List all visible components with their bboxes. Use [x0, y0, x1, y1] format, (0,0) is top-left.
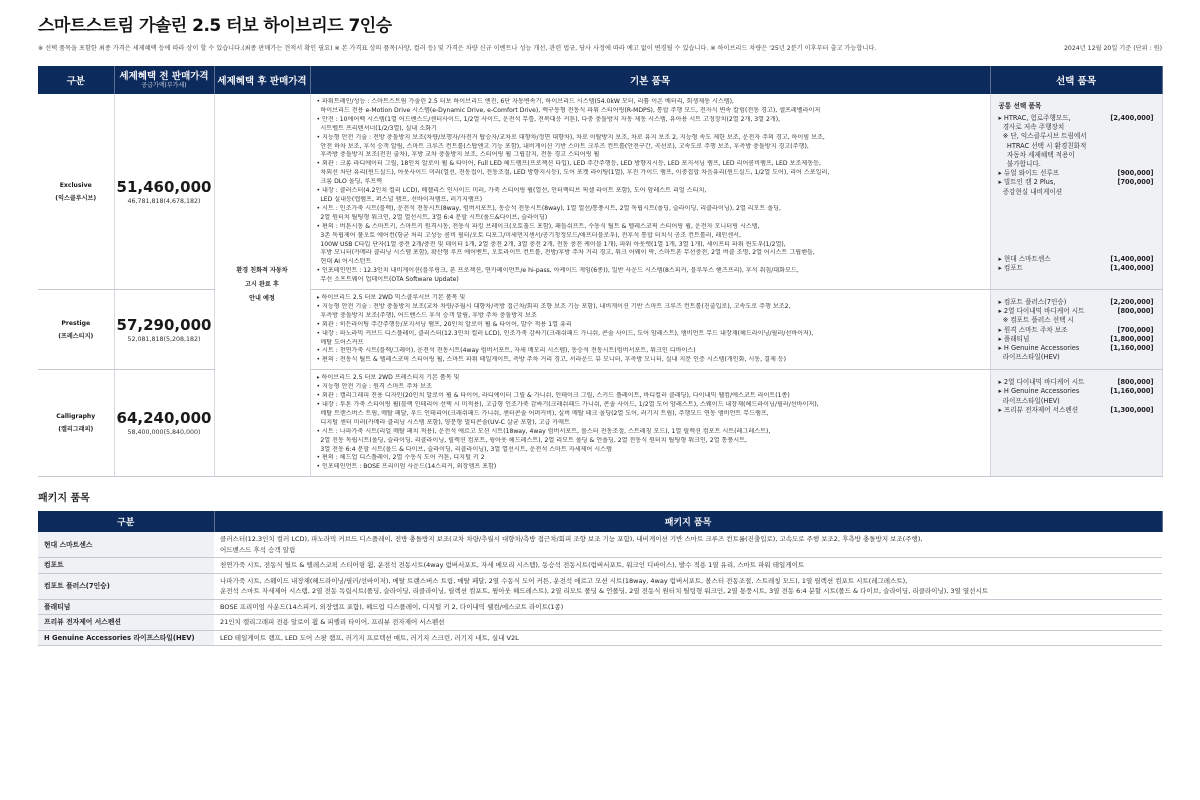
basic-item-line: LED 실내등(맵램프, 퍼스널 램프, 선바이저램프, 러기지램프) — [316, 195, 483, 203]
package-row — [38, 599, 1162, 615]
basic-item-line: • 내장 : 투톤 가죽 스티어링 휠(블랙 인테리어 선택 시 미적용), 고급형 인조가죽 감싸기(크래쉬패드 가니쉬, 콘솔 사이드, 1/2열 도어 암레스트), 스웨이드 내장재(헤드라이닝/필러/선바이저), — [316, 401, 819, 408]
option-name: 경사로 저속 주행장치 — [998, 123, 1065, 132]
package-table — [38, 511, 1163, 646]
option-name: ▸ H Genuine Accessories — [998, 344, 1080, 353]
basic-item-line: • 지능형 안전 기술 : 원격 스마트 주차 보조 — [316, 383, 432, 391]
trim-name-en: Exclusive — [59, 181, 92, 189]
package-desc-line: 21인치 캘리그래피 전용 알로이 휠 & 피렐리 타이어, 프리뷰 전자제어 서스펜션 — [220, 618, 445, 627]
option-name: ▸ 듀얼 와이드 선루프 — [998, 169, 1060, 178]
package-desc-line: 어드밴스드 후석 승객 알림 — [220, 545, 296, 554]
option-name: ▸ 컴포트 — [998, 264, 1024, 273]
option-name: ▸ H Genuine Accessories — [998, 387, 1080, 396]
package-desc-line: 나파가죽 시트, 스웨이드 내장재(헤드라이닝/필러/선바이저), 메탈 트랜스버스 트림, 메탈 페달, 2열 수동식 도어 커튼, 운전석 에르고 모션 시트(18way, 4way 럼버서포트, 볼스터 전동조절, 스트레칭 모드), 1열 릴렉션 컴포트 시트(레그레스트), — [220, 576, 908, 585]
option-price: [1,400,000] — [1110, 264, 1154, 273]
package-name: 컴포트 플러스(7인승) — [38, 573, 214, 599]
option-price: [700,000] — [1117, 178, 1154, 187]
basic-item-line: • 편의 : 버튼시동 & 스마트키, 스마트키 원격시동, 전동식 파킹 브레이크(오토홀드 포함), 패들쉬프트, 수동식 틸트 & 텔레스코픽 스티어링 휠, 운전자 모니터링 시스템, — [316, 222, 760, 230]
option-price: [1,800,000] — [1110, 334, 1154, 343]
basic-item-line: ▸ 하이브리드 2.5 터보 2WD 익스클루시브 기본 품목 및 — [316, 294, 466, 302]
option-price: [900,000] — [1117, 169, 1154, 178]
option-name: HTRAC 선택 시 환경친화적 — [998, 141, 1087, 150]
package-desc-line: BOSE 프리미엄 사운드(14스피커, 외장앰프 포함), 헤드업 디스플레이, 디지털 키 2, 다이내믹 웰컴/에스코트 라이트(1종) — [220, 602, 564, 611]
page-title: 스마트스트림 가솔린 2.5 터보 하이브리드 7인승 — [38, 16, 392, 36]
package-name: 프리뷰 전자제어 서스펜션 — [38, 615, 214, 631]
basic-item-line: 디지털 센터 미러(카메라 클리닝 시스템 포함), 양문형 멀티콘솔(UV-C 살균 포함), 고급 카매트 — [316, 418, 570, 426]
option-name: 불가합니다. — [998, 160, 1041, 169]
option-name: ▸ 컴포트 플러스(7인승) — [998, 298, 1067, 307]
option-item — [999, 114, 1154, 123]
option-name: ▸ 2열 다이내믹 바디케어 시트 — [998, 307, 1085, 316]
package-desc-cell — [214, 630, 1162, 646]
package-table-header — [38, 511, 1162, 532]
package-name: 컴포트 — [38, 558, 214, 574]
option-name: ▸ 현대 스마트센스 — [998, 254, 1051, 263]
supply-price: 46,781,818(4,678,182) — [127, 197, 201, 205]
basic-item-line: • 지능형 안전 기술 : 전방 충돌방지 보조(차량/보행자/자전거 탑승자/교차로 대향차/정면 대향차), 차로 이탈방지 보조, 차로 유지 보조 2, 지능형 속도 제한 보조, 운전자 주의 경고, 하이빔 보조, — [316, 133, 825, 141]
price-sheet — [38, 14, 1162, 646]
basic-item-line: ▸ 하이브리드 2.5 터보 2WD 프레스티지 기본 품목 및 — [316, 374, 460, 382]
option-name: ※ 단, 익스클루시브 트림에서 — [998, 132, 1087, 141]
disclaimer-note: ※ 선택 품목을 포함한 최종 가격은 세제혜택 등에 따라 상이 할 수 있습니다.(최종 판매가는 견적서 확인 필요) ※ 본 가격표 상의 품목(사양, 컬러 등) 및 가격은 차량 신규 이벤트나 성능 개선, 관련 법규, 당사 사정에 따라 예고 없이 변경될 수 있습니다. ※ 하이브리드 차량은 '25년 2분기 이후부터 출고 가능합니다. — [38, 45, 877, 52]
basic-item-line: • 외관 : 히든라이팅 주간주행등/포지셔닝 램프, 20인치 알로이 휠 & 타이어, 발수 적용 1열 유리 — [316, 320, 572, 328]
basic-item-line: 무선 소프트웨어 업데이트(OTA Software Update) — [316, 276, 459, 284]
option-item — [999, 378, 1154, 387]
supply-price: 52,081,818(5,208,182) — [127, 335, 201, 343]
package-desc-cell — [214, 599, 1162, 615]
package-section-title: 패키지 품목 — [38, 493, 90, 505]
basic-items-cell — [310, 290, 990, 370]
option-price: [1,160,000] — [1110, 344, 1154, 353]
option-item — [999, 255, 1154, 264]
option-price: [1,300,000] — [1110, 405, 1154, 414]
basic-item-line: • 지능형 안전 기술 : 전방 충돌방지 보조(교차 차량/추월시 대향차/측방 접근차/회피 조향 보조 기능 포함), 내비게이션 기반 스마트 크루즈 컨트롤(진출입로), 고속도로 주행 보조2, — [316, 302, 791, 310]
trim-row — [38, 370, 1162, 477]
package-row — [38, 532, 1162, 558]
basic-item-line: 안전 하차 보조, 후석 승객 알림, 스마트 크루즈 컨트롤(스탑앤고 기능 포함), 내비게이션 기반 스마트 크루즈 컨트롤(안전구간, 곡선로), 고속도로 주행 보조, 후측방 충돌방지 경고(주행), — [316, 142, 809, 150]
basic-item-line: • 파워트레인/성능 : 스마트스트림 가솔린 2.5 터보 하이브리드 엔진, 6단 자동변속기, 하이브리드 시스템(54.0kW 모터, 리튬 이온 배터리, 회생제동 시스템), — [316, 98, 734, 105]
trim-name-en: Calligraphy — [56, 413, 96, 421]
basic-item-line: 100W USB C타입 단자(1열 충전 2개/충전 및 데이터 1개, 2열 충전 2개, 3열 충전 2개, 전동 충전 케이블 1개), 파워 아웃렛(1열 1개, 3열 1개), 세이프티 파워 윈도우(1/2열), — [316, 240, 786, 248]
option-item — [999, 160, 1154, 169]
option-group — [999, 102, 1154, 197]
basic-item-line: 하이브리드 전용 e-Motion Drive 시스템(e-Dynamic Drive, e-Comfort Drive), 랙구동형 전동식 파워 스티어링(R-MDPS), 통합 주행 모드, 전자식 변속 칼럼(전동 경고), 셀프레벨라이저 — [316, 106, 821, 114]
option-item — [999, 264, 1154, 273]
option-item — [999, 298, 1154, 307]
basic-item-line: 2열 전동 독립시트(폴딩, 슬라이딩, 리클라이닝, 릴렉션 컴포트, 윙아웃 헤드레스트), 2열 리모트 폴딩 & 언폴딩, 2열 전동식 원터치 틸팅형 워크인, 2열 통풍시트, — [316, 436, 747, 444]
basic-item-line: • 편의 : 전동식 틸트 & 텔레스코픽 스티어링 휠, 스마트 파워 테일게이트, 측방 주차 거리 경고, 서라운드 뷰 모니터, 후측방 모니터, 실내 지문 인증 시스템(개인화, 시동, 결제 등) — [316, 356, 787, 364]
option-items-cell — [990, 370, 1162, 477]
basic-item-line: • 내장 : 파노라믹 커브드 디스플레이, 클러스터(12.3인치 컬러 LCD), 인조가죽 감싸기(크래쉬패드 가니쉬, 콘솔 사이드, 도어 암레스트), 앰비언트 무드 내장재(헤드라이닝/필러/선바이저), — [316, 329, 814, 337]
price-before-cell — [114, 94, 214, 290]
option-item — [999, 344, 1154, 353]
price-before: 57,290,000 — [116, 315, 212, 334]
package-desc-cell — [214, 558, 1162, 574]
option-price: [2,400,000] — [1110, 114, 1154, 122]
trim-name-kr: (프레스티지) — [58, 332, 94, 340]
package-desc-cell — [214, 573, 1162, 599]
option-name: ▸ 프리뷰 전자제어 서스펜션 — [998, 405, 1079, 414]
basic-item-line: • 안전 : 10에어백 시스템(1열 어드밴스드/센터사이드, 1/2열 사이드, 운전석 무릎, 전복대응 커튼), 다중 충돌방지 자동 제동 시스템, 유아용 시트 고정장치(2열 2개, 3열 2개), — [316, 115, 781, 123]
option-items-cell — [990, 290, 1162, 370]
basic-item-line: • 시트 : 인조가죽 시트(블랙), 운전석 전동시트(8way, 럼버서포트), 동승석 전동시트(8way), 1열 열선/통풍시트, 2열 독립시트(폴딩, 슬라이딩, 리클라이닝), 2열 리모트 폴딩, — [316, 204, 781, 212]
header-trim: 구분 — [38, 66, 114, 94]
package-desc-line: LED 테일게이트 램프, LED 도어 스팟 램프, 러기지 프로텍션 매트, 러기지 스크린, 러기지 네트, 실내 V2L — [220, 633, 519, 642]
option-name: ▸ HTRAC, 험로주행모드, — [998, 114, 1071, 122]
basic-item-line: 2열 원터치 틸팅형 워크인, 2열 열선시트, 3열 6:4 분할 시트(폴드&다이브, 슬라이딩) — [316, 213, 548, 221]
basic-item-line: 후측방 충돌방지 보조(전진 출차), 후방 교차 충돌방지 보조, 스티어링 휠 그립감지, 전동 경고 스티어링 휠 — [316, 151, 600, 159]
basic-item-line: 메탈 도어스커프 — [316, 338, 364, 346]
basic-item-line: 크롬 DLO 몰딩, 루프랙 — [316, 178, 382, 186]
package-desc-cell — [214, 615, 1162, 631]
trim-name-cell — [38, 94, 114, 290]
header-price-before — [114, 66, 214, 94]
trim-name-kr: (익스클루시브) — [55, 194, 97, 202]
option-group — [999, 378, 1154, 415]
package-name: 현대 스마트센스 — [38, 532, 214, 558]
basic-item-line: • 외관 : 크롬 라디에이터 그릴, 18인치 알로이 휠 & 타이어, Full LED 헤드램프(프로젝션 타입), LED 주간주행등, LED 방향지시등, LED 포지셔닝 램프, LED 리어콤비램프, LED 보조제동등, — [316, 160, 821, 168]
option-item — [999, 335, 1154, 344]
option-name: 증강현실 내비게이션 — [998, 187, 1063, 196]
trim-row — [38, 94, 1162, 290]
package-desc-line: 운전석 스마트 자세제어 시스템, 2열 전동 독립시트(폴딩, 슬라이딩, 리클라이닝, 릴렉션 컴포트, 윙아웃 헤드레스트), 2열 리모트 폴딩 & 언폴딩, 2열 전동식 원터치 틸팅형 워크인, 2열 통풍시트, 3열 전동 6:4 분할 시트(폴드 & 다이브, 슬라이딩, 리클라이닝), 3열 열선시트 — [220, 587, 989, 596]
package-row — [38, 630, 1162, 646]
basic-item-line: 차외선 차단 유리(윈드실드), 아웃사이드 미러(열선, 전동접이, 전동조절, LED 방향지시등), 도어 포켓 라이팅(1열), 후진 가이드 램프, 이중접합 차음유리(윈드실드, 1/2열 도어), 리어 스포일러, — [316, 169, 830, 177]
option-item — [999, 132, 1154, 141]
package-row — [38, 615, 1162, 631]
package-header-name: 구분 — [38, 511, 214, 532]
trim-name-en: Prestige — [61, 319, 91, 327]
basic-item-line: • 인포테인먼트 : BOSE 프리미엄 사운드(14스피커, 외장앰프 포함) — [316, 463, 497, 471]
price-after-note-line: 환경 친화적 자동차 — [236, 267, 288, 275]
package-desc-cell — [214, 532, 1162, 558]
basic-item-line: • 인포테인먼트 : 12.3인치 내비게이션(블루링크, 폰 프로젝션, 연카페이먼트/e hi-pass, 아케이드 게임(6종)), 일반 사운드 시스템(8스피커, 블루투스 핸즈프리), 후석 취침/대화모드, — [316, 267, 799, 275]
price-after-note-line: 고시 완료 후 — [245, 281, 279, 289]
price-before: 64,240,000 — [116, 409, 212, 428]
option-price: [2,200,000] — [1110, 298, 1154, 307]
date-unit-note: 2024년 12월 20일 기준 (단위 : 원) — [1063, 45, 1162, 52]
option-price: [1,400,000] — [1110, 254, 1154, 263]
option-item — [999, 387, 1154, 396]
header-price-after: 세제혜택 후 판매가격 — [214, 66, 310, 94]
basic-item-line: • 편의 : 헤드업 디스플레이, 2열 수동식 도어 커튼, 디지털 키 2 — [316, 454, 485, 462]
basic-item-line: 메탈 트랜스버스 트림, 메탈 페달, 우드 인테리어(크래쉬패드 가니쉬, 센터콘솔 어퍼커버), 실버 메탈 테크 몰딩(2열 도어, 러기지 트림), 주행모드 연동 앰비언트 무드램프, — [316, 409, 769, 417]
option-price: [800,000] — [1117, 307, 1154, 316]
option-item — [999, 188, 1154, 197]
basic-item-line: 3존 독립제어 풀오토 에어컨(항균 처리 고성능 콤비 필터/오토 디포그/미세먼지센서/공기청정모드/애프터블로우), 전후석 통합 터치식 공조 컨트롤러, 레인센서, — [316, 231, 742, 239]
option-name: ▸ 2열 다이내믹 바디케어 시트 — [998, 378, 1085, 387]
trim-row — [38, 290, 1162, 370]
option-group — [999, 298, 1154, 362]
basic-item-line: • 내장 : 클러스터(4.2인치 컬러 LCD), 베젤리스 인사이드 미러, 가죽 스티어링 휠(열선, 인터랙티브 픽셀 라이트 포함), 도어 암레스트 리얼 스티치, — [316, 187, 707, 195]
header-price-before-label: 세제혜택 전 판매가격 — [119, 70, 209, 82]
option-name: 라이프스타일(HEV) — [998, 396, 1060, 405]
option-name: ▸ 플래티넘 — [998, 334, 1030, 343]
basic-item-line: 후방 모니터(카메라 클리닝 시스템 포함), 확산형 루프 에어벤트, 오토라이트 컨트롤, 전방/후방 주차 거리 경고, 워크 어웨이 락, 스마트폰 무선충전, 2열 버클 조명, 2열 어시스트 그립핸들, — [316, 249, 815, 257]
price-after-cell — [214, 94, 310, 477]
trim-name-kr: (캘리그래피) — [58, 426, 94, 434]
price-before: 51,460,000 — [116, 177, 212, 196]
price-before-cell — [114, 370, 214, 477]
package-desc-line: 클러스터(12.3인치 컬러 LCD), 파노라믹 커브드 디스플레이, 전방 충돌방지 보조(교차 차량/추월시 대향차/측방 접근차/회피 조향 보조 기능 포함), 내비게이션 기반 스마트 크루즈 컨트롤(진출입로), 고속도로 주행 보조2, 후측방 충돌방지 보조(주행), — [220, 535, 923, 544]
header-price-before-sub: 공급가액(부가세) — [141, 81, 187, 89]
package-row — [38, 573, 1162, 599]
option-name: ▸ 원격 스마트 주차 보조 — [998, 325, 1068, 334]
supply-price: 58,400,000(5,840,000) — [127, 429, 201, 437]
option-item — [999, 142, 1154, 151]
trim-price-table — [38, 66, 1163, 477]
basic-item-line: 후측방 충돌방지 보조(주행), 어드밴스드 후석 승객 알림, 후방 주차 충돌방지 보조 — [316, 311, 537, 319]
option-item — [999, 178, 1154, 187]
option-name: 자동차 세제혜택 적용이 — [998, 150, 1075, 159]
option-name: ※ 컴포트 플러스 선택 시 — [998, 316, 1074, 325]
basic-item-line: 시트벨트 프리텐셔너(1/2/3열), 실내 소화기 — [316, 124, 437, 132]
basic-item-line: • 시트 : 천연가죽 시트(블랙/그레이), 운전석 전동시트(4way 럼버서포트, 자세 메모리 시스템), 동승석 전동시트(럼버서포트, 워크인 디바이스) — [316, 347, 696, 355]
notes-bar — [38, 44, 1162, 54]
option-item — [999, 151, 1154, 160]
package-desc-line: 천연가죽 시트, 전동식 틸트 & 텔레스코픽 스티어링 휠, 운전석 전동시트(4way 럼버서포트, 자세 메모리 시스템), 동승석 전동시트(럼버서포트, 워크인 디바이스), 발수 적용 1열 유리, 스마트 파워 테일게이트 — [220, 561, 805, 570]
option-item — [999, 406, 1154, 415]
trim-name-cell — [38, 370, 114, 477]
option-item — [999, 397, 1154, 406]
option-name: 라이프스타일(HEV) — [998, 353, 1060, 362]
option-name: ▸ 빌트인 캠 2 Plus, — [998, 178, 1056, 187]
option-items-cell — [990, 94, 1162, 290]
option-item — [999, 316, 1154, 325]
package-name: 플래티넘 — [38, 599, 214, 615]
basic-item-line: • 외관 : 캘리그래피 전용 디자인(20인치 알로이 휠 & 타이어, 라디에이터 그릴 & 가니쉬, 인테이크 그릴, 스키드 플레이트, 바디컬러 클래딩), 다이내믹 웰컴/에스코트 라이트(1종) — [316, 392, 790, 400]
option-price: [700,000] — [1117, 325, 1154, 334]
price-before-cell — [114, 290, 214, 370]
basic-item-line: 현대 AI 어시스턴트 — [316, 258, 372, 266]
basic-item-line: • 시트 : 나파가죽 시트(리얼 메탈 패치 적용), 운전석 에르고 모션 시트(18way, 4way 럼버서포트, 볼스터 전동조절, 스트레칭 모드), 1열 릴렉션 컴포트 시트(레그레스트), — [316, 427, 771, 435]
option-item — [999, 326, 1154, 335]
package-header-desc: 패키지 품목 — [214, 511, 1162, 532]
option-group-heading: 공통 선택 품목 — [998, 102, 1042, 110]
price-after-note-line: 안내 예정 — [249, 295, 275, 303]
trim-name-cell — [38, 290, 114, 370]
header-options: 선택 품목 — [990, 66, 1162, 94]
package-row — [38, 558, 1162, 574]
basic-item-line: 3열 전동 6:4 분할 시트(폴드 & 다이브, 슬라이딩, 리클라이닝), 3열 열선시트, 운전석 스마트 자세제어 시스템 — [316, 445, 612, 453]
option-item — [999, 353, 1154, 362]
option-price: [1,160,000] — [1110, 387, 1154, 396]
basic-items-cell — [310, 370, 990, 477]
basic-items-cell — [310, 94, 990, 290]
header-basic: 기본 품목 — [310, 66, 990, 94]
option-price: [800,000] — [1117, 378, 1154, 387]
trim-table-header — [38, 66, 1162, 94]
package-name: H Genuine Accessories 라이프스타일(HEV) — [38, 630, 214, 646]
option-group — [999, 255, 1154, 273]
